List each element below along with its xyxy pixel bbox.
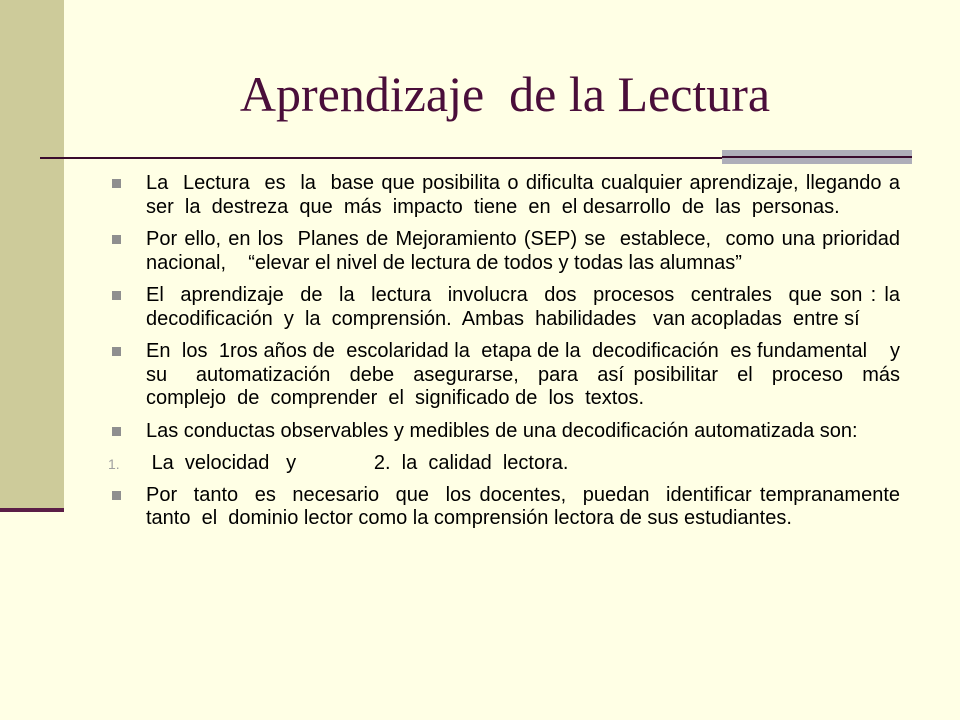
bullet-item — [108, 284, 906, 331]
square-bullet-icon — [112, 491, 121, 500]
bullet-text: El aprendizaje de la lectura involucra dos procesos centrales que son : la decodificación y la comprensión. Ambas habilidades van acopladas entre sí — [146, 284, 906, 330]
number-marker: 1. — [108, 456, 120, 472]
bullet-text: En los 1ros años de escolaridad la etapa de la decodificación es fundamental y su automatización debe asegurarse, para así posibilitar el proceso más complejo de comprender el significado de los textos. — [146, 340, 917, 409]
square-bullet-icon — [112, 347, 121, 356]
square-bullet-icon — [112, 179, 121, 188]
numbered-item — [108, 452, 900, 476]
bullet-item — [108, 420, 900, 444]
bullet-text: La Lectura es la base que posibilita o dificulta cualquier aprendizaje, llegando a ser la destreza que más impacto tiene en el desarrollo de las personas. — [146, 172, 912, 218]
slide-title: Aprendizaje de la Lectura — [239, 66, 771, 122]
bullet-text: Las conductas observables y medibles de una decodificación automatizada son: — [146, 419, 858, 442]
bullet-item — [108, 228, 906, 275]
bullet-text: Por ello, en los Planes de Mejoramiento (SEP) se establece, como una prioridad nacional, “elevar el nivel de lectura de todos y todas las alumnas” — [146, 228, 906, 274]
square-bullet-icon — [112, 235, 121, 244]
title-divider-accent — [722, 150, 912, 164]
numbered-text: La velocidad y 2. la calidad lectora. — [146, 452, 569, 474]
bullet-item — [108, 340, 917, 411]
sidebar-bottom-rule — [0, 508, 64, 512]
bullet-text: Por tanto es necesario que los docentes, puedan identificar tempranamente tanto el dominio lector como la comprensión lectora de sus estudiantes. — [146, 483, 906, 529]
bullet-item — [108, 172, 912, 219]
slide-body — [108, 172, 917, 540]
square-bullet-icon — [112, 291, 121, 300]
square-bullet-icon — [112, 427, 121, 436]
bullet-item — [108, 483, 906, 531]
